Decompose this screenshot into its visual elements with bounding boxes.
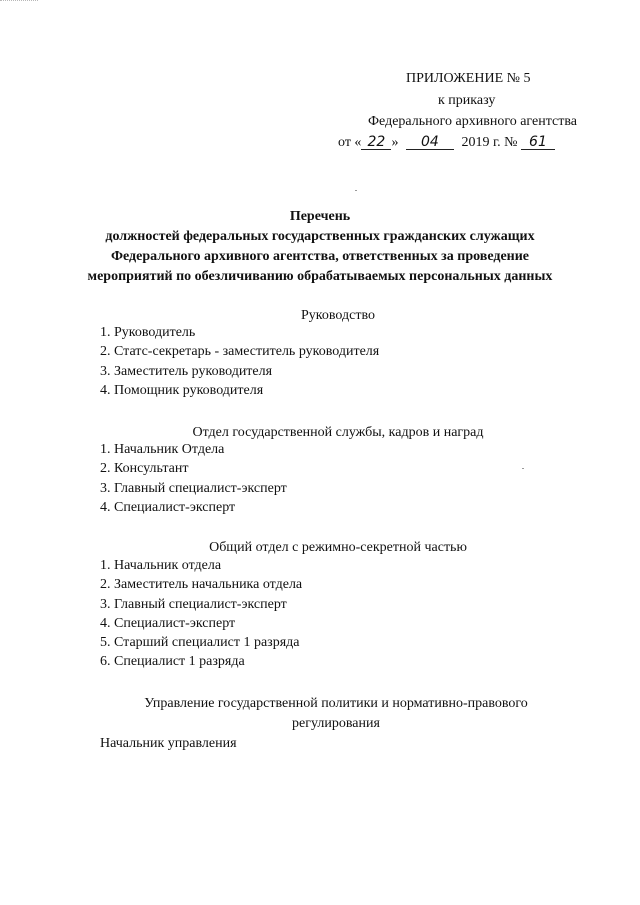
handwritten-day: 22 bbox=[361, 135, 391, 150]
handwritten-number: 61 bbox=[521, 135, 555, 150]
list-item: 5. Старший специалист 1 разряда bbox=[100, 635, 300, 651]
appendix-date-line bbox=[338, 134, 555, 152]
document-title bbox=[0, 207, 640, 287]
scan-corner-mark bbox=[0, 0, 38, 1]
title-line-3: Федерального архивного агентства, ответственных за проведение bbox=[110, 249, 530, 264]
section-heading-general: Общий отдел с режимно-секретной частью bbox=[209, 540, 467, 555]
section-heading-leadership: Руководство bbox=[301, 308, 375, 323]
section-list-general bbox=[100, 556, 302, 672]
appendix-title: ПРИЛОЖЕНИЕ № 5 bbox=[406, 71, 531, 86]
list-item: 1. Начальник Отдела bbox=[100, 442, 225, 457]
list-item: 3. Заместитель руководителя bbox=[100, 363, 273, 379]
section-heading-policy: Управление государственной политики и нормативно-правового bbox=[144, 696, 528, 711]
list-item: Начальник управления bbox=[100, 736, 237, 751]
title-line-1: Перечень bbox=[289, 209, 351, 224]
section-heading-hr: Отдел государственной службы, кадров и наград bbox=[192, 425, 484, 440]
scan-speck bbox=[522, 468, 524, 469]
list-item: 4. Специалист-эксперт bbox=[100, 615, 236, 631]
list-item: 4. Специалист-эксперт bbox=[100, 499, 236, 515]
title-line-2: должностей федеральных государственных гражданских служащих bbox=[105, 229, 535, 244]
appendix-order-ref: к приказу bbox=[438, 93, 496, 108]
list-item: 1. Начальник отдела bbox=[100, 558, 222, 573]
list-item: 3. Главный специалист-эксперт bbox=[100, 480, 287, 496]
date-mid: » bbox=[391, 135, 399, 150]
appendix-agency: Федерального архивного агентства bbox=[368, 114, 577, 129]
handwritten-month: 04 bbox=[406, 135, 454, 150]
section-heading-policy-cont: регулирования bbox=[292, 716, 380, 731]
date-prefix: от « bbox=[338, 135, 362, 150]
list-item: 2. Заместитель начальника отдела bbox=[100, 577, 303, 593]
list-item: 1. Руководитель bbox=[100, 325, 196, 340]
list-item: 2. Статс-секретарь - заместитель руководителя bbox=[100, 344, 380, 360]
section-list-leadership bbox=[100, 323, 379, 400]
title-line-4: мероприятий по обезличиванию обрабатываемых персональных данных bbox=[87, 269, 553, 284]
year-text: 2019 г. № bbox=[461, 135, 518, 150]
list-item: 2. Консультант bbox=[100, 461, 189, 477]
list-item: 4. Помощник руководителя bbox=[100, 382, 264, 398]
list-item: 3. Главный специалист-эксперт bbox=[100, 596, 287, 612]
scan-speck bbox=[355, 190, 357, 191]
list-item: 6. Специалист 1 разряда bbox=[100, 654, 245, 670]
section-list-hr bbox=[100, 440, 287, 517]
